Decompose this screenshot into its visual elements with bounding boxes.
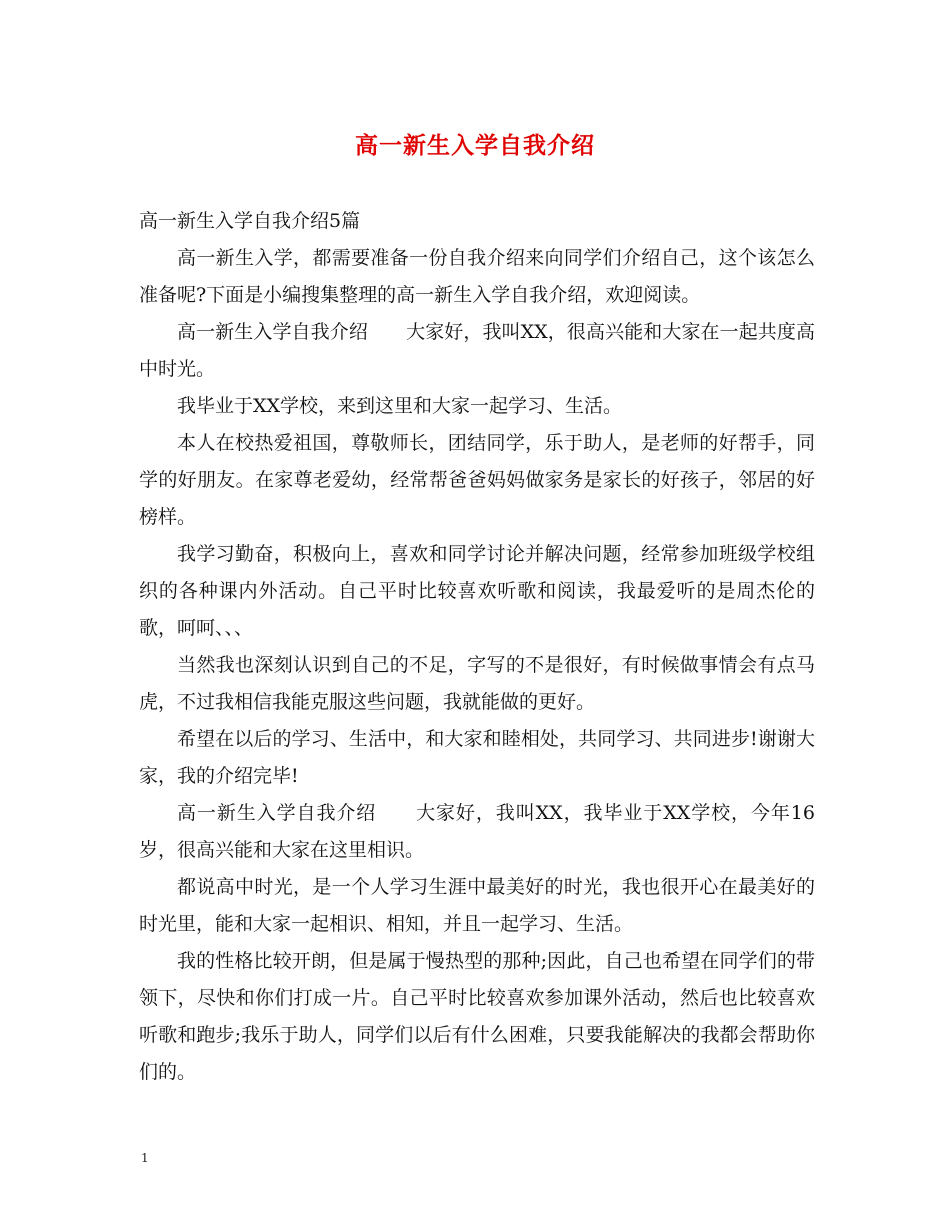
paragraph-7: 高一新生入学自我介绍 大家好，我叫XX，我毕业于XX学校，今年16岁，很高兴能和大家在这里相识。 [139, 802, 815, 861]
document-title: 高一新生入学自我介绍 [355, 133, 595, 159]
paragraph-5: 当然我也深刻认识到自己的不足，字写的不是很好，有时候做事情会有点马虎，不过我相信我能克服这些问题，我就能做的更好。 [139, 654, 815, 713]
paragraph-3: 本人在校热爱祖国，尊敬师长，团结同学，乐于助人，是老师的好帮手，同学的好朋友。在家尊老爱幼，经常帮爸爸妈妈做家务是家长的好孩子，邻居的好榜样。 [139, 432, 815, 528]
paragraph-2: 我毕业于XX学校，来到这里和大家一起学习、生活。 [177, 395, 623, 417]
document-subtitle: 高一新生入学自我介绍5篇 [139, 210, 361, 232]
paragraph-6: 希望在以后的学习、生活中，和大家和睦相处，共同学习、共同进步!谢谢大家，我的介绍完毕! [139, 728, 815, 787]
paragraph-4: 我学习勤奋，积极向上，喜欢和同学讨论并解决问题，经常参加班级学校组织的各种课内外活动。自己平时比较喜欢听歌和阅读，我最爱听的是周杰伦的歌，呵呵、、、 [139, 543, 815, 639]
paragraph-1: 高一新生入学自我介绍 大家好，我叫XX，很高兴能和大家在一起共度高中时光。 [139, 321, 815, 380]
paragraph-intro: 高一新生入学，都需要准备一份自我介绍来向同学们介绍自己，这个该怎么准备呢?下面是小编搜集整理的高一新生入学自我介绍，欢迎阅读。 [139, 247, 815, 306]
page-number: 1 [141, 1151, 149, 1165]
paragraph-8: 都说高中时光，是一个人学习生涯中最美好的时光，我也很开心在最美好的时光里，能和大家一起相识、相知，并且一起学习、生活。 [139, 876, 815, 935]
document-body [139, 203, 815, 1091]
paragraph-9: 我的性格比较开朗，但是属于慢热型的那种;因此，自己也希望在同学们的带领下，尽快和你们打成一片。自己平时比较喜欢参加课外活动，然后也比较喜欢听歌和跑步;我乐于助人，同学们以后有什么困难，只要我能解决的我都会帮助你们的。 [139, 950, 815, 1083]
